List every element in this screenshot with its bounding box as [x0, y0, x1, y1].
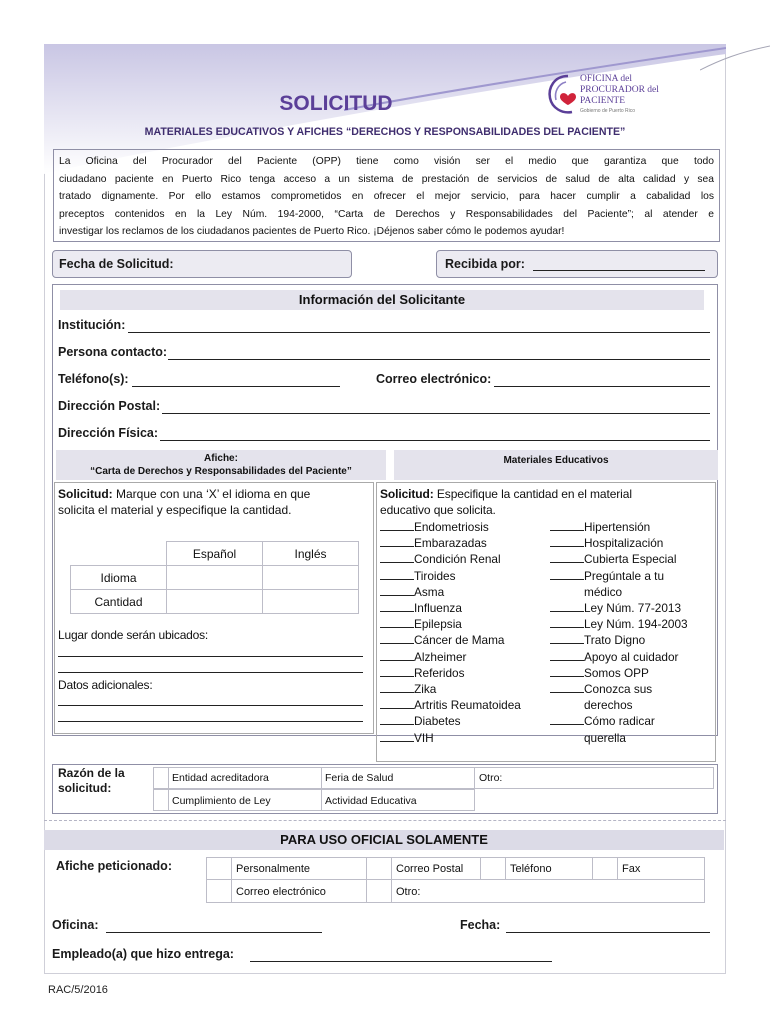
material-item[interactable] [380, 681, 546, 697]
razon-feria-label: Feria de Salud [325, 772, 394, 784]
material-item[interactable] [550, 584, 714, 600]
material-item[interactable] [380, 535, 546, 551]
footer-code: RAC/5/2016 [48, 984, 108, 996]
material-quantity-blank[interactable] [380, 682, 414, 693]
persona-contacto-label: Persona contacto: [58, 345, 168, 359]
material-quantity-blank[interactable] [550, 666, 584, 677]
recibida-por-line [533, 270, 705, 271]
corner-curve [700, 40, 770, 80]
logo-line-2: PROCURADOR del [580, 85, 659, 95]
material-label: médico [584, 584, 623, 599]
afiche-peticionado-label: Afiche peticionado: [56, 859, 172, 873]
oficial-header: PARA USO OFICIAL SOLAMENTE [44, 830, 724, 850]
material-quantity-blank[interactable] [380, 731, 414, 742]
material-item[interactable] [550, 551, 714, 567]
direccion-fisica-field[interactable] [160, 440, 710, 441]
material-item[interactable] [550, 713, 714, 729]
afiche-header-line1: Afiche: [204, 453, 238, 464]
direccion-fisica-label: Dirección Física: [58, 426, 159, 440]
afiche-instructions [58, 486, 370, 518]
recibida-por-label: Recibida por: [445, 257, 525, 271]
direccion-postal-field[interactable] [162, 413, 710, 414]
oficial-personalmente-label: Personalmente [236, 863, 310, 875]
razon-otro-label: Otro: [479, 772, 503, 784]
materiales-list-right [550, 519, 714, 746]
table-col-ingles [262, 541, 359, 566]
material-quantity-blank[interactable] [550, 601, 584, 612]
material-label: Condición Renal [414, 552, 501, 567]
material-label: Trato Digno [584, 633, 646, 648]
oficial-check-correo-electronico[interactable] [206, 879, 232, 903]
material-label: Hipertensión [584, 520, 651, 534]
afiche-instr-line2: solicita el material y especifique la cantidad. [58, 503, 292, 517]
oficial-option-otro[interactable] [391, 879, 705, 903]
razon-option-entidad [168, 767, 322, 789]
oficina-field[interactable] [106, 932, 322, 933]
col-ingles-label: Inglés [294, 547, 327, 561]
material-item[interactable] [550, 519, 714, 535]
material-item[interactable] [380, 616, 546, 632]
material-quantity-blank[interactable] [550, 714, 584, 725]
opp-logo [546, 72, 686, 118]
material-label: Epilepsia [414, 617, 462, 632]
razon-option-otro[interactable] [474, 767, 714, 789]
material-item[interactable] [380, 519, 546, 535]
material-item[interactable] [550, 632, 714, 648]
material-item[interactable] [380, 551, 546, 567]
material-label: Artritis Reumatoidea [414, 698, 521, 713]
material-label: Endometriosis [414, 520, 489, 534]
material-item[interactable] [550, 535, 714, 551]
correo-field[interactable] [494, 386, 710, 387]
intro-line: La Oficina del Procurador del Paciente (OPP) tiene como visión ser el medio que garantiza que todo [59, 156, 714, 167]
oficial-option-telefono [505, 857, 593, 880]
oficial-correo-electronico-label: Correo electrónico [236, 886, 326, 898]
material-label: Referidos [414, 665, 465, 680]
material-item[interactable] [550, 665, 714, 681]
col-espanol-label: Español [192, 547, 237, 561]
material-item[interactable] [380, 730, 546, 746]
razon-entidad-label: Entidad acreditadora [172, 772, 269, 784]
materiales-header-text: Materiales Educativos [503, 455, 609, 466]
intro-paragraph [53, 149, 720, 242]
lugar-field-2[interactable] [58, 672, 363, 673]
afiche-header [56, 450, 386, 480]
material-item[interactable] [380, 568, 546, 584]
material-label: Embarazadas [414, 536, 487, 551]
material-label: Zika [414, 682, 437, 697]
datos-field-2[interactable] [58, 721, 363, 722]
fecha-field[interactable] [506, 932, 710, 933]
afiche-instr-line1: Marque con una ‘X’ el idioma en que [112, 487, 311, 501]
oficina-label: Oficina: [52, 918, 99, 932]
razon-label [58, 766, 125, 796]
material-quantity-blank[interactable] [380, 585, 414, 596]
oficial-check-otro[interactable] [366, 879, 392, 903]
material-quantity-blank[interactable] [380, 650, 414, 661]
material-item[interactable] [550, 568, 714, 584]
empleado-label: Empleado(a) que hizo entrega: [52, 947, 234, 961]
table-row-idioma [70, 565, 167, 590]
oficial-check-fax[interactable] [592, 857, 618, 880]
material-quantity-blank[interactable] [550, 682, 584, 693]
oficial-option-correo-electronico [231, 879, 367, 903]
oficial-option-personalmente [231, 857, 367, 880]
afiche-instr-bold: Solicitud: [58, 487, 113, 501]
fecha-label: Fecha: [460, 918, 501, 932]
material-label: Diabetes [414, 714, 461, 729]
material-quantity-blank[interactable] [380, 714, 414, 725]
oficial-divider [44, 820, 726, 821]
material-label: querella [584, 730, 626, 745]
material-quantity-blank[interactable] [550, 569, 584, 580]
datos-field-1[interactable] [58, 705, 363, 706]
intro-line: ciudadano paciente en Puerto Rico tenga acceso a un sistema de prestación de servicios de salud de alta calidad y sea [59, 173, 714, 185]
logo-emblem-icon [546, 72, 580, 116]
materiales-list-left [380, 519, 546, 746]
correo-label: Correo electrónico: [376, 372, 492, 386]
material-label: Ley Núm. 77-2013 [584, 601, 682, 616]
material-quantity-blank[interactable] [550, 650, 584, 661]
material-label: Apoyo al cuidador [584, 649, 679, 664]
materiales-instr-bold: Solicitud: [380, 487, 434, 501]
material-label: Somos OPP [584, 665, 649, 680]
material-item[interactable] [550, 681, 714, 697]
oficial-fax-label: Fax [622, 863, 641, 875]
material-label: VIH [414, 730, 434, 745]
material-item[interactable] [550, 697, 714, 713]
material-item[interactable] [550, 649, 714, 665]
material-quantity-blank[interactable] [550, 633, 584, 644]
intro-line: investigar los reclamos de los ciudadanos pacientes de Puerto Rico. ¡Déjenos saber cómo le podemos ayudar! [59, 226, 565, 238]
material-label: Alzheimer [414, 649, 467, 664]
fecha-solicitud-label: Fecha de Solicitud: [59, 257, 174, 271]
material-item[interactable] [380, 697, 546, 713]
material-label: Tiroides [414, 568, 456, 583]
material-item[interactable] [550, 600, 714, 616]
direccion-postal-label: Dirección Postal: [58, 399, 161, 413]
row-cantidad-label: Cantidad [94, 595, 143, 609]
datos-label: Datos adicionales: [58, 678, 153, 692]
row-idioma-label: Idioma [100, 571, 137, 585]
razon-label-line1: Razón de la [58, 766, 125, 780]
fecha-solicitud-box[interactable] [52, 250, 352, 278]
afiche-header-line2: “Carta de Derechos y Responsabilidades del Paciente” [90, 466, 352, 477]
razon-check-cumplimiento[interactable] [153, 789, 169, 811]
oficial-option-fax [617, 857, 705, 880]
telefono-field[interactable] [132, 386, 340, 387]
persona-contacto-field[interactable] [168, 359, 710, 360]
oficial-check-correo-postal[interactable] [366, 857, 392, 880]
empleado-field[interactable] [250, 961, 552, 962]
oficial-check-telefono[interactable] [480, 857, 506, 880]
materiales-instr-line2: educativo que solicita. [380, 503, 496, 517]
material-quantity-blank[interactable] [380, 617, 414, 628]
razon-option-cumplimiento [168, 789, 322, 811]
material-quantity-blank[interactable] [380, 520, 414, 531]
materiales-instr-line1: Especifique la cantidad en el material [433, 487, 632, 501]
logo-line-1: OFICINA del [580, 74, 632, 84]
lugar-label: Lugar donde serán ubicados: [58, 628, 209, 642]
material-label: Asma [414, 584, 445, 599]
material-label: Cáncer de Mama [414, 633, 505, 648]
razon-check-entidad[interactable] [153, 767, 169, 789]
material-label: Hospitalización [584, 536, 664, 551]
materiales-header [394, 450, 718, 480]
recibida-por-box[interactable] [436, 250, 718, 278]
table-row-cantidad [70, 589, 167, 614]
intro-line: preceptos contenidos en la Ley Núm. 194-2000, “Carta de Derechos y Responsabilidades del Paciente”; al atender e [59, 208, 714, 220]
material-quantity-blank[interactable] [550, 520, 584, 531]
razon-option-feria [321, 767, 475, 789]
material-quantity-blank[interactable] [550, 617, 584, 628]
material-label: derechos [584, 698, 633, 713]
telefono-label: Teléfono(s): [58, 372, 129, 386]
razon-actividad-label: Actividad Educativa [325, 795, 417, 807]
razon-label-line2: solicitud: [58, 781, 112, 795]
oficial-option-correo-postal [391, 857, 481, 880]
material-label: Cubierta Especial [584, 552, 677, 567]
material-item[interactable] [380, 665, 546, 681]
form-subtitle: MATERIALES EDUCATIVOS Y AFICHES “DERECHOS Y RESPONSABILIDADES DEL PACIENTE” [144, 126, 626, 138]
material-quantity-blank[interactable] [380, 601, 414, 612]
material-label: Conozca sus [584, 682, 653, 697]
material-item[interactable] [380, 713, 546, 729]
institucion-field[interactable] [128, 332, 710, 333]
material-item[interactable] [550, 616, 714, 632]
material-label: Influenza [414, 601, 462, 616]
razon-cumplimiento-label: Cumplimiento de Ley [172, 795, 271, 807]
razon-option-actividad [321, 789, 475, 811]
material-item[interactable] [380, 584, 546, 600]
oficial-telefono-label: Teléfono [510, 863, 552, 875]
material-quantity-blank[interactable] [550, 552, 584, 563]
idioma-espanol-cell[interactable] [166, 565, 263, 590]
material-quantity-blank[interactable] [380, 666, 414, 677]
material-quantity-blank[interactable] [550, 536, 584, 547]
material-quantity-blank[interactable] [380, 698, 414, 709]
oficial-correo-postal-label: Correo Postal [396, 863, 464, 875]
materiales-instructions [380, 486, 714, 518]
institucion-label: Institución: [58, 318, 126, 332]
material-quantity-blank[interactable] [380, 569, 414, 580]
table-col-espanol [166, 541, 263, 566]
cantidad-ingles-cell[interactable] [262, 589, 359, 614]
oficial-otro-label: Otro: [396, 886, 421, 898]
material-label: Cómo radicar [584, 714, 655, 729]
material-label: Ley Núm. 194-2003 [584, 617, 688, 632]
oficial-check-personalmente[interactable] [206, 857, 232, 880]
logo-line-3: PACIENTE [580, 96, 626, 106]
material-label: Pregúntale a tu [584, 568, 665, 583]
form-title: SOLICITUD [279, 92, 393, 115]
intro-line: tratado dignamente. Por ello estamos comprometidos en ofrecer el mejor servicio, para hacer cumplir a cabalidad los [59, 191, 714, 203]
material-item[interactable] [380, 600, 546, 616]
material-item[interactable] [380, 632, 546, 648]
material-quantity-blank[interactable] [380, 633, 414, 644]
idioma-ingles-cell[interactable] [262, 565, 359, 590]
lugar-field-1[interactable] [58, 656, 363, 657]
solicitante-header: Información del Solicitante [60, 290, 704, 310]
material-quantity-blank[interactable] [380, 552, 414, 563]
material-item[interactable] [550, 730, 714, 746]
cantidad-espanol-cell[interactable] [166, 589, 263, 614]
material-item[interactable] [380, 649, 546, 665]
logo-line-4: Gobierno de Puerto Rico [580, 108, 636, 114]
material-quantity-blank[interactable] [380, 536, 414, 547]
